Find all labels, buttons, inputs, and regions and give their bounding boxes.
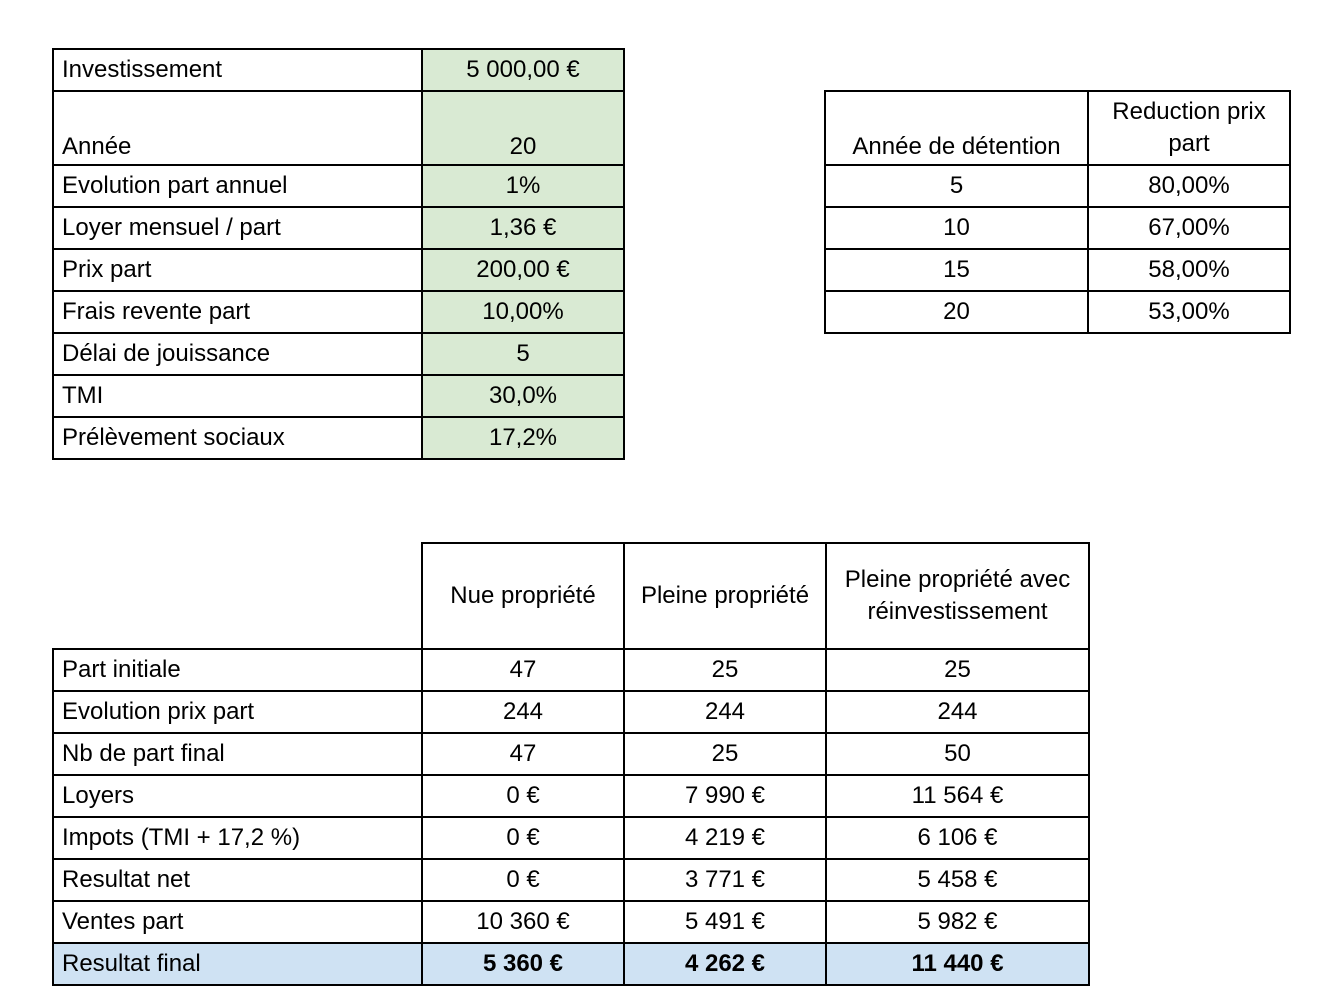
param-value[interactable]: 20: [422, 91, 624, 165]
param-label[interactable]: Investissement: [53, 49, 422, 91]
param-value[interactable]: 17,2%: [422, 417, 624, 459]
row-label[interactable]: Resultat final: [53, 943, 422, 985]
results-row-part-initiale: [53, 649, 1089, 691]
results-row-impots: [53, 817, 1089, 859]
cell-reinvest[interactable]: 11 440 €: [826, 943, 1089, 985]
param-label[interactable]: Prix part: [53, 249, 422, 291]
reduction-table: [824, 90, 1291, 334]
reduction-year[interactable]: 20: [825, 291, 1088, 333]
header-reduction-prix-part[interactable]: Reduction prix part: [1088, 91, 1290, 165]
param-row-evolution: [53, 165, 624, 207]
reduction-percent[interactable]: 80,00%: [1088, 165, 1290, 207]
cell-pleine[interactable]: 244: [624, 691, 826, 733]
cell-nue[interactable]: 10 360 €: [422, 901, 624, 943]
row-label[interactable]: Ventes part: [53, 901, 422, 943]
parameters-table: [52, 48, 625, 460]
cell-nue[interactable]: 47: [422, 733, 624, 775]
param-label[interactable]: TMI: [53, 375, 422, 417]
results-row-ventes-part: [53, 901, 1089, 943]
cell-nue[interactable]: 0 €: [422, 775, 624, 817]
reduction-row: [825, 207, 1290, 249]
param-row-tmi: [53, 375, 624, 417]
param-row-loyer: [53, 207, 624, 249]
reduction-percent[interactable]: 53,00%: [1088, 291, 1290, 333]
param-value[interactable]: 1%: [422, 165, 624, 207]
cell-nue[interactable]: 0 €: [422, 817, 624, 859]
header-nue-propriete[interactable]: Nue propriété: [422, 543, 624, 649]
row-label[interactable]: Evolution prix part: [53, 691, 422, 733]
reduction-row: [825, 291, 1290, 333]
param-row-delai: [53, 333, 624, 375]
results-row-resultat-net: [53, 859, 1089, 901]
reduction-percent[interactable]: 67,00%: [1088, 207, 1290, 249]
param-row-annee: [53, 91, 624, 165]
param-label[interactable]: Evolution part annuel: [53, 165, 422, 207]
empty-corner-cell[interactable]: [53, 543, 422, 649]
results-header-row: [53, 543, 1089, 649]
header-annee-detention[interactable]: Année de détention: [825, 91, 1088, 165]
cell-reinvest[interactable]: 50: [826, 733, 1089, 775]
header-pleine-propriete[interactable]: Pleine propriété: [624, 543, 826, 649]
cell-nue[interactable]: 47: [422, 649, 624, 691]
param-value[interactable]: 5: [422, 333, 624, 375]
cell-pleine[interactable]: 3 771 €: [624, 859, 826, 901]
param-label[interactable]: Prélèvement sociaux: [53, 417, 422, 459]
reduction-header-row: [825, 91, 1290, 165]
cell-pleine[interactable]: 4 262 €: [624, 943, 826, 985]
results-row-nb-part-final: [53, 733, 1089, 775]
reduction-row: [825, 165, 1290, 207]
reduction-row: [825, 249, 1290, 291]
param-value[interactable]: 200,00 €: [422, 249, 624, 291]
param-label[interactable]: Année: [53, 91, 422, 165]
param-label[interactable]: Frais revente part: [53, 291, 422, 333]
cell-reinvest[interactable]: 6 106 €: [826, 817, 1089, 859]
param-value[interactable]: 1,36 €: [422, 207, 624, 249]
row-label[interactable]: Part initiale: [53, 649, 422, 691]
results-table: [52, 542, 1090, 986]
cell-nue[interactable]: 5 360 €: [422, 943, 624, 985]
cell-pleine[interactable]: 25: [624, 649, 826, 691]
row-label[interactable]: Loyers: [53, 775, 422, 817]
cell-reinvest[interactable]: 11 564 €: [826, 775, 1089, 817]
cell-pleine[interactable]: 25: [624, 733, 826, 775]
row-label[interactable]: Resultat net: [53, 859, 422, 901]
header-pleine-propriete-reinvestissement[interactable]: Pleine propriété avec réinvestissement: [826, 543, 1089, 649]
reduction-percent[interactable]: 58,00%: [1088, 249, 1290, 291]
reduction-year[interactable]: 10: [825, 207, 1088, 249]
param-value[interactable]: 5 000,00 €: [422, 49, 624, 91]
cell-pleine[interactable]: 5 491 €: [624, 901, 826, 943]
reduction-year[interactable]: 5: [825, 165, 1088, 207]
results-row-resultat-final: [53, 943, 1089, 985]
cell-nue[interactable]: 244: [422, 691, 624, 733]
cell-reinvest[interactable]: 244: [826, 691, 1089, 733]
cell-pleine[interactable]: 7 990 €: [624, 775, 826, 817]
cell-pleine[interactable]: 4 219 €: [624, 817, 826, 859]
cell-reinvest[interactable]: 5 982 €: [826, 901, 1089, 943]
row-label[interactable]: Impots (TMI + 17,2 %): [53, 817, 422, 859]
param-value[interactable]: 10,00%: [422, 291, 624, 333]
results-row-evolution-prix: [53, 691, 1089, 733]
results-row-loyers: [53, 775, 1089, 817]
cell-nue[interactable]: 0 €: [422, 859, 624, 901]
param-value[interactable]: 30,0%: [422, 375, 624, 417]
cell-reinvest[interactable]: 5 458 €: [826, 859, 1089, 901]
param-row-frais: [53, 291, 624, 333]
param-label[interactable]: Délai de jouissance: [53, 333, 422, 375]
cell-reinvest[interactable]: 25: [826, 649, 1089, 691]
param-row-prix-part: [53, 249, 624, 291]
param-label[interactable]: Loyer mensuel / part: [53, 207, 422, 249]
row-label[interactable]: Nb de part final: [53, 733, 422, 775]
param-row-investissement: [53, 49, 624, 91]
reduction-year[interactable]: 15: [825, 249, 1088, 291]
param-row-prelevement: [53, 417, 624, 459]
